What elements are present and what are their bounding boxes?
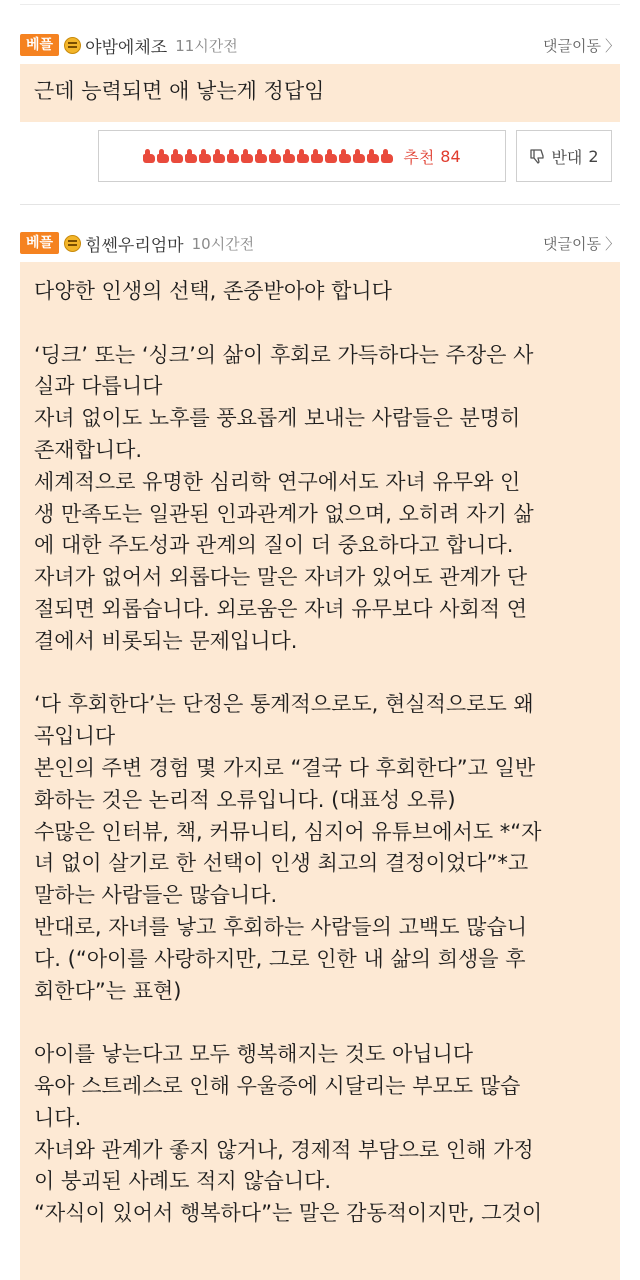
comment-body xyxy=(20,262,620,1280)
comment-text: 근데 능력되면 애 낳는게 정답임 xyxy=(34,79,325,103)
author-nickname[interactable]: 야밤에체조 xyxy=(85,37,168,58)
top-divider xyxy=(20,4,620,5)
oppose-label: 반대 xyxy=(551,147,583,167)
post-time: 11시간전 xyxy=(175,36,238,55)
thumbs-down-icon xyxy=(529,148,545,164)
goto-comment-label: 댓글이동 xyxy=(543,36,601,55)
chevron-right-icon: 〉 xyxy=(604,234,620,253)
thumbs-up-icon xyxy=(143,149,395,163)
post-time: 10시간전 xyxy=(191,234,255,253)
best-comment-badge: 베플 xyxy=(20,34,59,56)
chevron-right-icon: 〉 xyxy=(604,36,620,55)
author-info xyxy=(20,33,238,58)
comment-header xyxy=(20,228,620,258)
comment-text: 다양한 인생의 선택, 존중받아야 합니다 ‘딩크’ 또는 ‘싱크’의 삶이 후회로 가득하다는 주장은 사 실과 다릅니다 자녀 없이도 노후를 풍요롭게 보내는 사람들은 분명히 존재합니다. 세계적으로 유명한 심리학 연구에서도 자녀 유무와 인 생 만족도는 일관된 인과관계가 없으며, 오히려 자기 삶 에 대한 주도성과 관계의 질이 더 중요하다고 합니다. 자녀가 없어서 외롭다는 말은 자녀가 있어도 관계가 단 절되면 외롭습니다. 외로움은 자녀 유무보다 사회적 연 결에서 비롯되는 문제입니다. ‘다 후회한다’는 단정은 통계적으로도, 현실적으로도 왜 곡입니다 본인의 주변 경험 몇 가지로 “결국 다 후회한다”고 일반 화하는 것은 논리적 오류입니다. (대표성 오류) 수많은 인터뷰, 책, 커뮤니티, 심지어 유튜브에서도 *“자 녀 없이 살기로 한 선택이 인생 최고의 결정이었다”*고 말하는 사람들은 많습니다. 반대로, 자녀를 낳고 후회하는 사람들의 고백도 많습니 다. (“아이를 사랑하지만, 그로 인한 내 삶의 희생을 후 회한다”는 표현) 아이를 낳는다고 모두 행복해지는 것도 아닙니다 육아 스트레스로 인해 우울증에 시달리는 부모도 많습 니다. 자녀와 관계가 좋지 않거나, 경제적 부담으로 인해 가정 이 붕괴된 사례도 적지 않습니다. “자식이 있어서 행복하다”는 말은 감동적이지만, 그것이 xyxy=(34,279,543,1226)
recommend-button[interactable] xyxy=(98,130,506,182)
comment-body xyxy=(20,64,620,122)
comment-divider xyxy=(20,204,620,205)
goto-comment-label: 댓글이동 xyxy=(543,234,601,253)
level-smiley-icon xyxy=(64,235,81,252)
level-smiley-icon xyxy=(64,37,81,54)
oppose-button[interactable] xyxy=(516,130,612,182)
author-nickname[interactable]: 힘쎈우리엄마 xyxy=(85,235,184,256)
oppose-count: 2 xyxy=(588,146,599,166)
recommend-count: 84 xyxy=(440,146,461,166)
goto-comment-link[interactable] xyxy=(543,35,620,56)
vote-row xyxy=(98,130,612,182)
goto-comment-link[interactable] xyxy=(543,233,620,254)
best-comment-badge: 베플 xyxy=(20,232,59,254)
recommend-label: 추천 xyxy=(403,147,435,167)
comment-header xyxy=(20,30,620,60)
author-info xyxy=(20,231,254,256)
